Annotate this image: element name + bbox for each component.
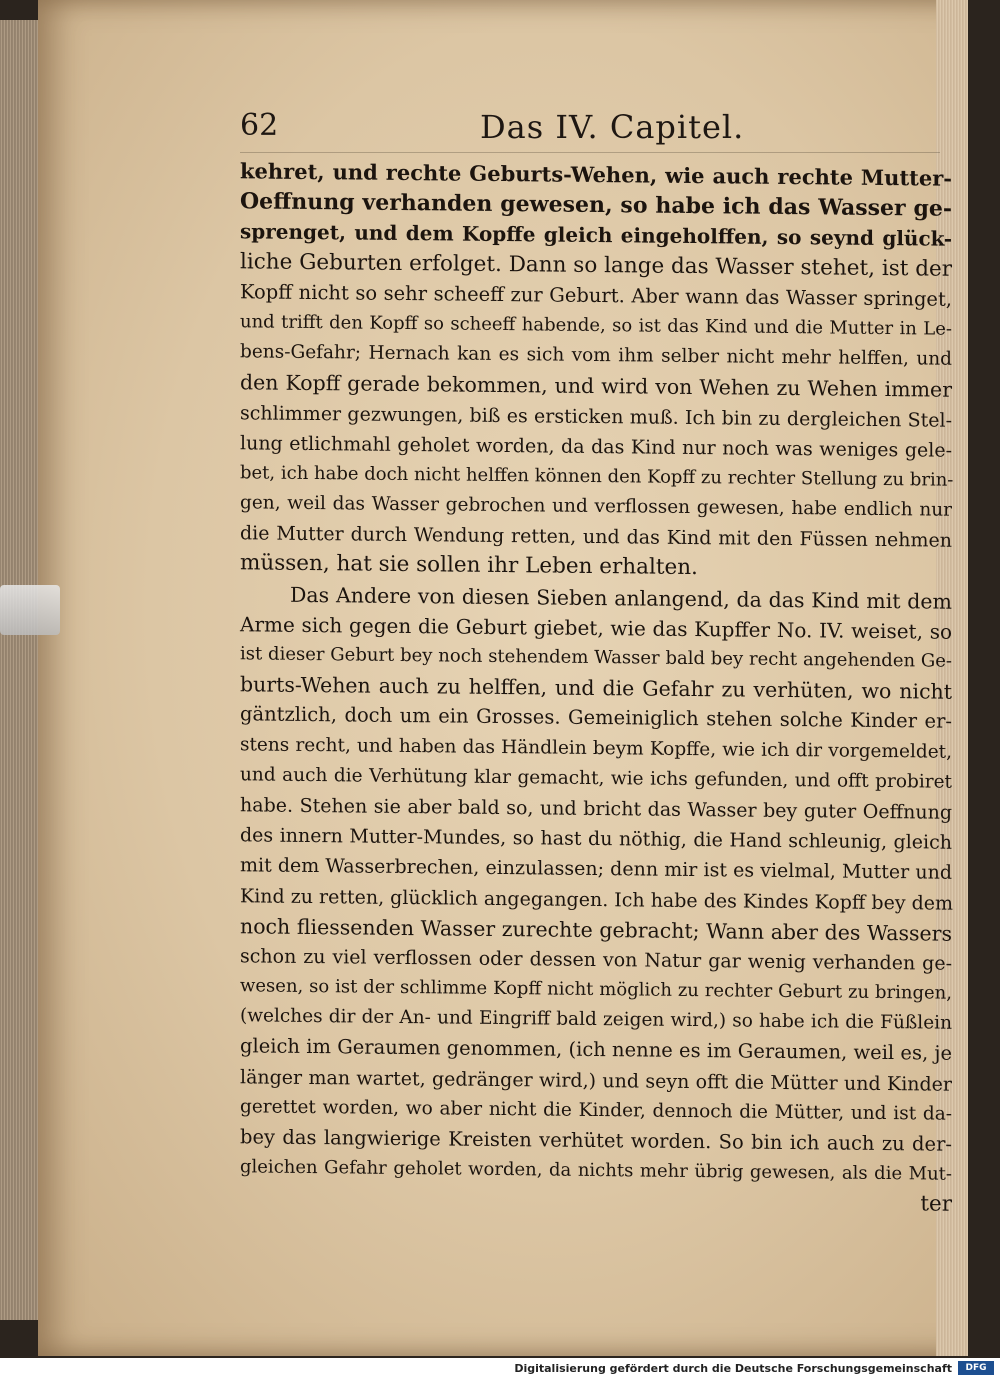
header-rule: [240, 152, 940, 153]
text-line: gäntzlich, doch um ein Grosses. Gemeiniglich stehen solche Kinder er-: [240, 702, 952, 734]
text-line: bens-Gefahr; Hernach kan es sich vom ihm selber nicht mehr helffen, und: [240, 341, 952, 370]
page-stack-left: [0, 20, 40, 1320]
text-line: mit dem Wasserbrechen, einzulassen; denn mir ist es vielmal, Mutter und: [240, 854, 952, 885]
footer-bar: [0, 1358, 1000, 1379]
text-line: ist dieser Geburt bey noch stehendem Wasser bald bey recht angehenden Ge-: [240, 643, 952, 672]
text-line: Oeffnung verhanden gewesen, so habe ich das Wasser ge-: [240, 188, 952, 222]
text-line: kehret, und rechte Geburts-Wehen, wie auch rechte Mutter-: [240, 158, 952, 191]
body-text: [240, 160, 952, 1217]
text-line: Kopff nicht so sehr scheeff zur Geburt. Aber wann das Wasser springet,: [240, 280, 952, 311]
text-line: bey das langwierige Kreisten verhütet worden. So bin ich auch zu der-: [240, 1125, 952, 1156]
text-line: noch fliessenden Wasser zurechte gebracht; Wann aber des Wassers: [240, 913, 952, 946]
text-line: sprenget, und dem Kopffe gleich eingeholffen, so seynd glück-: [240, 219, 952, 252]
footer-credit: Digitalisierung gefördert durch die Deutsche Forschungsgemeinschaft: [514, 1362, 952, 1375]
text-line: gleich im Geraumen genommen, (ich nenne es im Geraumen, weil es, je: [240, 1034, 952, 1066]
text-line: (welches dir der An- und Eingriff bald zeigen wird,) so habe ich die Füßlein: [240, 1005, 952, 1034]
text-line: die Mutter durch Wendung retten, und das Kind mit den Füssen nehmen: [240, 522, 952, 552]
text-line: schon zu viel verflossen oder dessen von Natur gar wenig verhanden ge-: [240, 945, 952, 975]
text-line: liche Geburten erfolget. Dann so lange das Wasser stehet, ist der: [240, 248, 952, 282]
text-line: burts-Wehen auch zu helffen, und die Gefahr zu verhüten, wo nicht: [240, 672, 952, 704]
text-line: Das Andere von diesen Sieben anlangend, da das Kind mit dem: [290, 582, 952, 614]
text-line: habe. Stehen sie aber bald so, und bricht das Wasser bey guter Oeffnung: [240, 794, 952, 824]
text-line: gleichen Gefahr geholet worden, da nichts mehr übrig gewesen, als die Mut-: [240, 1156, 952, 1185]
dfg-logo-icon: DFG: [958, 1361, 994, 1375]
page-clip: [0, 585, 60, 635]
text-line: wesen, so ist der schlimme Kopff nicht möglich zu rechter Geburt zu bringen,: [240, 975, 952, 1004]
text-line: schlimmer gezwungen, biß es ersticken muß. Ich bin zu dergleichen Stel-: [240, 401, 952, 432]
text-line: und auch die Verhütung klar gemacht, wie ichs gefunden, und offt probiret: [240, 764, 952, 793]
text-line: lung etlichmahl geholet worden, da das Kind nur noch was weniges gele-: [240, 431, 952, 462]
text-line: Kind zu retten, glücklich angegangen. Ich habe des Kindes Kopff bey dem: [240, 884, 954, 915]
catchword: ter: [920, 1191, 952, 1218]
text-line: stens recht, und haben das Händlein beym Kopffe, wie ich dir vorgemeldet,: [240, 733, 952, 763]
text-line: bet, ich habe doch nicht helffen können den Kopff zu rechter Stellung zu brin-: [240, 462, 954, 491]
page-number: 62: [240, 108, 279, 143]
page-header: [240, 108, 940, 152]
text-line: den Kopff gerade bekommen, und wird von Wehen zu Wehen immer: [240, 370, 952, 403]
text-line: gerettet worden, wo aber nicht die Kinder, dennoch die Mütter, und ist da-: [240, 1096, 952, 1125]
text-line: des innern Mutter-Mundes, so hast du nöthig, die Hand schleunig, gleich: [240, 824, 952, 854]
text-line: gen, weil das Wasser gebrochen und verflossen gewesen, habe endlich nur: [240, 492, 952, 521]
text-line: und trifft den Kopff so scheeff habende, so ist das Kind und die Mutter in Le-: [240, 311, 952, 340]
text-line: müssen, hat sie sollen ihr Leben erhalten.: [240, 550, 698, 581]
text-line: länger man wartet, gedränger wird,) und seyn offt die Mütter und Kinder: [240, 1065, 952, 1096]
text-line: Arme sich gegen die Geburt giebet, wie das Kupffer No. IV. weiset, so: [240, 612, 952, 644]
running-head: Das IV. Capitel.: [480, 108, 745, 146]
